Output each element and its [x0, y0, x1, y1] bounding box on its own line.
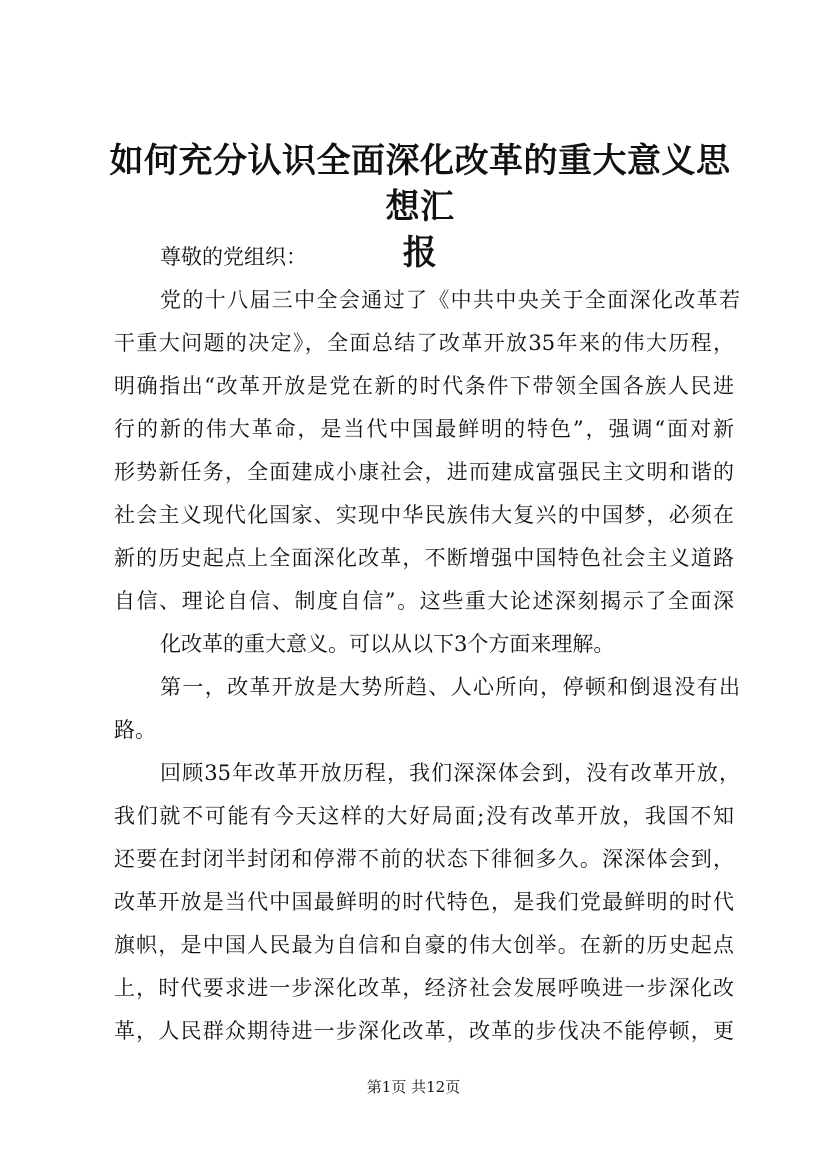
paragraph-line: 明确指出“改革开放是党在新的时代条件下带领全国各族人民进 [114, 374, 734, 398]
paragraph-line: 上，时代要求进一步深化改革，经济社会发展呼唤进一步深化改 [114, 976, 734, 1000]
paragraph-line: 我们就不可能有今天这样的大好局面;没有改革开放，我国不知 [114, 804, 734, 828]
paragraph-line: 党的十八届三中全会通过了《中共中央关于全面深化改革若 [160, 288, 740, 312]
paragraph-line: 自信、理论自信、制度自信”。这些重大论述深刻揭示了全面深 [114, 589, 734, 613]
paragraph-line: 形势新任务，全面建成小康社会，进而建成富强民主文明和谐的 [114, 460, 734, 484]
title-line-2: 报 [402, 233, 438, 273]
salutation: 尊敬的党组织： [160, 245, 307, 269]
paragraph-line: 革，人民群众期待进一步深化改革，改革的步伐决不能停顿，更 [114, 1019, 734, 1043]
paragraph-line: 行的新的伟大革命，是当代中国最鲜明的特色”，强调“面对新 [114, 417, 734, 441]
paragraph-line: 化改革的重大意义。可以从以下3个方面来理解。 [160, 632, 615, 656]
section-heading-line: 路。 [114, 718, 156, 742]
paragraph-line: 回顾35年改革开放历程，我们深深体会到，没有改革开放， [160, 761, 740, 785]
paragraph-line: 还要在封闭半封闭和停滞不前的状态下徘徊多久。深深体会到， [114, 847, 734, 871]
paragraph-line: 新的历史起点上全面深化改革，不断增强中国特色社会主义道路 [114, 546, 734, 570]
title-line-1: 如何充分认识全面深化改革的重大意义思想汇 [109, 141, 731, 227]
paragraph-line: 干重大问题的决定》，全面总结了改革开放35年来的伟大历程， [114, 331, 734, 355]
paragraph-line: 旗帜，是中国人民最为自信和自豪的伟大创举。在新的历史起点 [114, 933, 734, 957]
paragraph-line: 改革开放是当代中国最鲜明的时代特色，是我们党最鲜明的时代 [114, 890, 734, 914]
paragraph-line: 社会主义现代化国家、实现中华民族伟大复兴的中国梦，必须在 [114, 503, 734, 527]
section-heading-line: 第一，改革开放是大势所趋、人心所向，停顿和倒退没有出 [160, 675, 740, 699]
page-number-footer: 第1页 共12页 [366, 1078, 461, 1096]
